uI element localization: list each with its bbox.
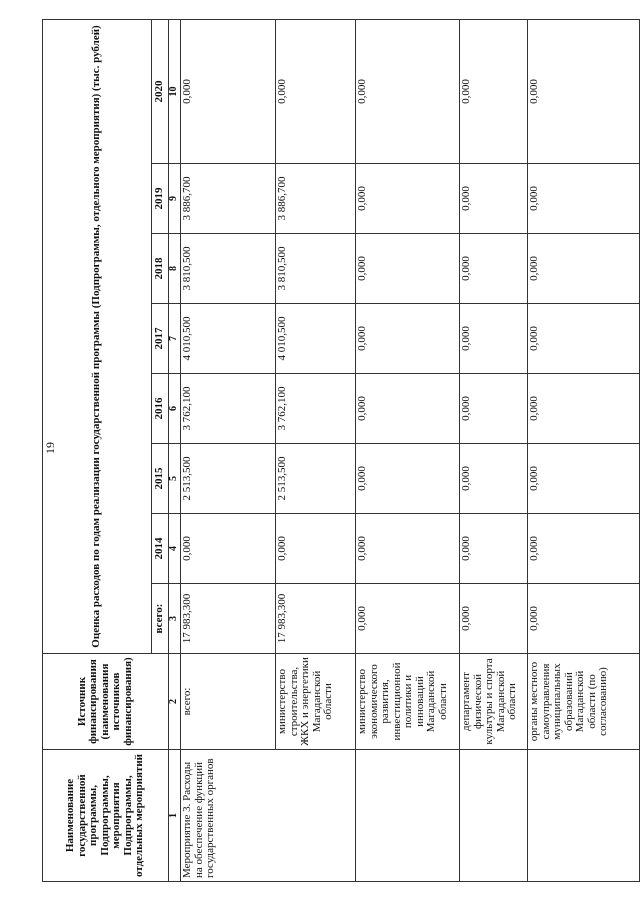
value-cell: 3 810,500: [276, 234, 356, 304]
event-name-empty: [460, 750, 528, 882]
column-number: 7: [169, 304, 181, 374]
value-cell: 0,000: [356, 19, 460, 163]
column-number-row: [169, 19, 181, 881]
value-cell: 0,000: [528, 164, 640, 234]
event-name-empty: [356, 750, 460, 882]
page-number: 19: [43, 442, 57, 454]
value-cell: 0,000: [460, 234, 528, 304]
column-number: 10: [169, 19, 181, 163]
value-cell: 4 010,500: [276, 304, 356, 374]
budget-table-rotated: [42, 20, 609, 882]
col2-header: Источник финансирования (наименования источников финансирования): [43, 654, 169, 750]
value-cell: 0,000: [356, 304, 460, 374]
value-cell: 3 886,700: [181, 164, 276, 234]
year-header: 2017: [152, 304, 169, 374]
source-cell: министерство экономического развития, инвестиционной политики и инноваций Магаданской области: [356, 654, 460, 750]
value-cell: 0,000: [356, 234, 460, 304]
value-cell: 0,000: [528, 514, 640, 584]
table-row: [528, 19, 640, 881]
table-row: [460, 19, 528, 881]
value-cell: 0,000: [356, 444, 460, 514]
column-number: 3: [169, 584, 181, 654]
year-header: 2015: [152, 444, 169, 514]
total-cell: 0,000: [460, 584, 528, 654]
event-name: Мероприятие 3. Расходы на обеспечение функций государственных органов: [181, 750, 356, 882]
value-cell: 0,000: [460, 164, 528, 234]
year-header: 2016: [152, 374, 169, 444]
table-row: [181, 19, 276, 881]
col1-header: Наименование государственной программы, Подпрограммы, мероприятия Подпрограммы, отдельных мероприятий: [43, 750, 169, 882]
year-header: 2018: [152, 234, 169, 304]
value-cell: 3 762,100: [181, 374, 276, 444]
source-cell: департамент физической культуры и спорта Магаданской области: [460, 654, 528, 750]
source-cell: всего:: [181, 654, 276, 750]
value-cell: 3 762,100: [276, 374, 356, 444]
table-row: [356, 19, 460, 881]
value-cell: 0,000: [460, 19, 528, 163]
total-cell: 0,000: [528, 584, 640, 654]
value-cell: 2 513,500: [276, 444, 356, 514]
value-cell: 0,000: [460, 514, 528, 584]
value-cell: 3 886,700: [276, 164, 356, 234]
value-cell: 0,000: [181, 514, 276, 584]
column-number: 4: [169, 514, 181, 584]
column-number: 8: [169, 234, 181, 304]
event-name-empty: [528, 750, 640, 882]
value-cell: 0,000: [528, 19, 640, 163]
value-cell: 0,000: [356, 164, 460, 234]
value-cell: 0,000: [460, 304, 528, 374]
total-cell: 17 983,300: [276, 584, 356, 654]
value-cell: 0,000: [460, 374, 528, 444]
value-cell: 0,000: [181, 19, 276, 163]
column-number: 2: [169, 654, 181, 750]
source-cell: министерство строительства, ЖКХ и энергетики Магаданской области: [276, 654, 356, 750]
column-number: 9: [169, 164, 181, 234]
value-cell: 0,000: [356, 374, 460, 444]
budget-table: [42, 19, 640, 882]
value-cell: 2 513,500: [181, 444, 276, 514]
value-cell: 0,000: [356, 514, 460, 584]
value-cell: 0,000: [276, 19, 356, 163]
value-cell: 0,000: [276, 514, 356, 584]
total-cell: 17 983,300: [181, 584, 276, 654]
value-cell: 4 010,500: [181, 304, 276, 374]
year-header: 2014: [152, 514, 169, 584]
value-cell: 0,000: [528, 234, 640, 304]
source-cell: органы местного самоуправления муниципальных образований Магаданской области (по согласованию): [528, 654, 640, 750]
column-number: 6: [169, 374, 181, 444]
column-number: 5: [169, 444, 181, 514]
estimate-header: Оценка расходов по годам реализации государственной программы (Подпрограммы, отдельного мероприятия) (тыс. рублей): [43, 19, 152, 653]
value-cell: 0,000: [460, 444, 528, 514]
year-header: 2019: [152, 164, 169, 234]
value-cell: 0,000: [528, 444, 640, 514]
total-header: всего:: [152, 584, 169, 654]
value-cell: 0,000: [528, 304, 640, 374]
value-cell: 3 810,500: [181, 234, 276, 304]
total-cell: 0,000: [356, 584, 460, 654]
year-header: 2020: [152, 19, 169, 163]
value-cell: 0,000: [528, 374, 640, 444]
column-number: 1: [169, 750, 181, 882]
